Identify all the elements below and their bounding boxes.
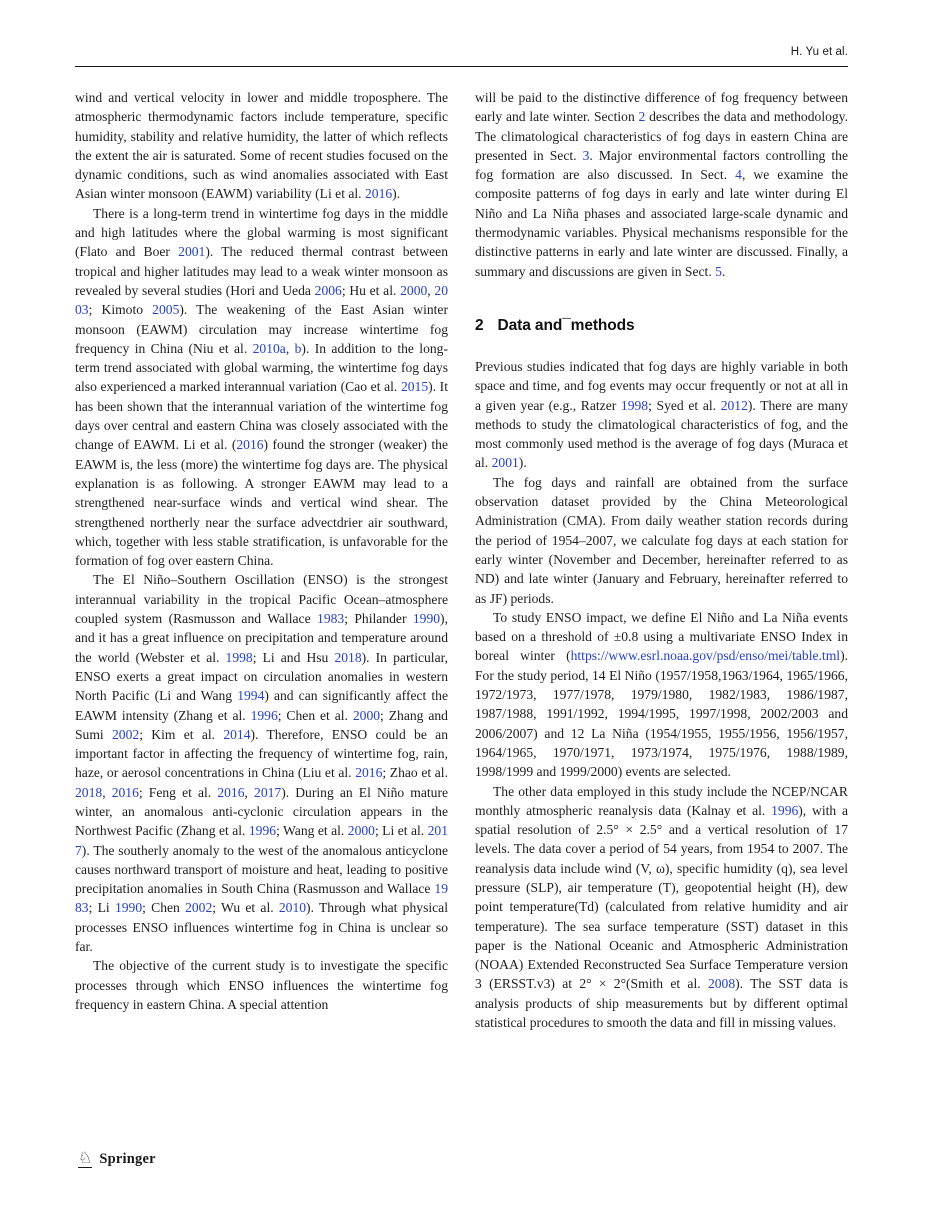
paragraph: wind and vertical velocity in lower and middle troposphere. The atmospheric thermodynamic factors include temperature, specific humidity, stability and relative humidity, the latter of which reflects the extent the air is saturated. Some of recent studies focused on the dynamic conditions, such as wind anomalies associated with East Asian winter monsoon (EAWM) variability (Li et al. 2016). bbox=[75, 90, 448, 202]
publisher-footer bbox=[78, 1150, 156, 1168]
citation-link[interactable]: 1983 bbox=[75, 881, 448, 916]
citation-link[interactable]: 2002 bbox=[112, 726, 140, 742]
citation-link[interactable]: 2018 bbox=[75, 784, 103, 800]
paragraph: The El Niño–Southern Oscillation (ENSO) is the strongest interannual variability in the tropical Pacific Ocean–atmosphere coupled system (Rasmusson and Wallace 1983; Philander 1990), and it has a great influence on precipitation and temperature around the world (Webster et al. 1998; Li and Hsu 2018). In particular, ENSO exerts a great impact on circulation anomalies in western North Pacific (Li and Wang 1994) and can significantly affect the EAWM intensity (Zhang et al. 1996; Chen et al. 2000; Zhang and Sumi 2002; Kim et al. 2014). Therefore, ENSO could be an important factor in affecting the frequency of wintertime fog, rain, haze, or aerosol concentrations in China (Liu et al. 2016; Zhao et al. 2018, 2016; Feng et al. 2016, 2017). During an El Niño mature winter, an anomalous anti-cyclonic circulation appears in the Northwest Pacific (Zhang et al. 1996; Wang et al. 2000; Li et al. 2017). The southerly anomaly to the west of the anomalous anticyclone causes northward transport of moisture and heat, leading to positive precipitation anomalies in South China (Rasmusson and Wallace 1983; Li 1990; Chen 2002; Wu et al. 2010). Through what physical processes ENSO influences wintertime fog in China is unclear so far. bbox=[75, 572, 449, 955]
header-rule bbox=[75, 66, 848, 67]
paragraph: Previous studies indicated that fog days are highly variable in both space and time, and fog events may occur frequently or not at all in a given year (e.g., Ratzer 1998; Syed et al. 2012). There are many methods to study the climatological characteristics of fog, and the most commonly used method is the average of fog days (Muraca et al. 2001). bbox=[475, 358, 848, 471]
citation-link[interactable]: 2 bbox=[638, 109, 646, 125]
paragraph: The fog days and rainfall are obtained from the surface observation dataset provided by the China Meteorological Administration (CMA). From daily weather station records during the period of 1954–2007, we calculate fog days at each station for early winter (November and December, hereinafter referred to as ND) and late winter (January and February, hereinafter referred to as JF) periods. bbox=[475, 474, 848, 606]
paragraph: will be paid to the distinctive difference of fog frequency between early and late winter. Section 2 describes the data and methodology. The climatological characteristics of fog days in eastern China are presented in Sect. 3. Major environmental factors controlling the fog formation are also discussed. In Sect. 4, we examine the composite patterns of fog days in early and late winter during El Niño and La Niña phases and associated large-scale dynamic and thermodynamic variables. Physical mechanisms responsible for the distinctive patterns in early and late winter are discussed. Finally, a summary and discussions are given in Sect. 5. bbox=[475, 90, 848, 279]
paragraph: To study ENSO impact, we define El Niño and La Niña events based on a threshold of ±0.8 using a multivariate ENSO Index in boreal winter (https://www.esrl.noaa.gov/psd/enso/mei/table.tml). For the study period, 14 El Niño (1957/1958,1963/1964, 1965/1966, 1972/1973, 1977/1978, 1979/1980, 1982/1983, 1986/1987, 1987/1988, 1991/1992, 1994/1995, 1997/1998, 2002/2003 and 2006/2007) and 12 La Niña (1954/1955, 1955/1956, 1956/1957, 1964/1965, 1970/1971, 1973/1974, 1975/1976, 1988/1989, 1998/1999 and 1999/2000) events are selected. bbox=[475, 609, 848, 780]
citation-link[interactable]: 2016 bbox=[355, 765, 383, 781]
citation-link[interactable]: 1998 bbox=[620, 397, 649, 413]
citation-link[interactable]: 2000 bbox=[347, 823, 375, 839]
citation-link[interactable]: 1996 bbox=[248, 823, 277, 839]
citation-link[interactable]: 2008 bbox=[707, 976, 736, 992]
citation-link[interactable]: 3 bbox=[582, 147, 590, 163]
citation-link[interactable]: 4 bbox=[735, 167, 742, 183]
citation-link[interactable]: 1994 bbox=[237, 688, 265, 704]
citation-link[interactable]: 2016 bbox=[217, 784, 245, 800]
citation-link[interactable]: 2002 bbox=[185, 900, 213, 916]
citation-link[interactable]: 2000 bbox=[352, 707, 381, 723]
citation-link[interactable]: 2010a bbox=[252, 340, 286, 356]
citation-link[interactable]: 1998 bbox=[225, 649, 253, 665]
citation-link[interactable]: 2001 bbox=[491, 455, 519, 471]
citation-link[interactable]: 2016 bbox=[236, 437, 264, 453]
text-columns bbox=[75, 88, 848, 1032]
section-title: Data and¯methods bbox=[497, 316, 635, 334]
citation-link[interactable]: 2014 bbox=[223, 726, 251, 742]
citation-link[interactable]: 2016 bbox=[364, 186, 393, 202]
publisher-name: Springer bbox=[99, 1151, 156, 1167]
springer-knight-icon: ♘ bbox=[78, 1148, 93, 1167]
citation-link[interactable]: 2017 bbox=[254, 784, 282, 800]
citation-link[interactable]: 1983 bbox=[317, 611, 345, 627]
citation-link[interactable]: 2010 bbox=[278, 900, 307, 916]
citation-link[interactable]: 2003 bbox=[75, 282, 449, 318]
right-column bbox=[475, 88, 848, 1032]
citation-link[interactable]: 2012 bbox=[720, 397, 748, 413]
paragraph: There is a long-term trend in wintertime fog days in the middle and high latitudes where the global warming is most significant (Flato and Boer 2001). The reduced thermal contrast between tropical and higher latitudes may lead to a weak winter monsoon as revealed by several studies (Hori and Ueda 2006; Hu et al. 2000, 2003; Kimoto 2005). The weakening of the East Asian winter monsoon (EAWM) circulation may increase wintertime fog frequency in China (Niu et al. 2010a, b). In addition to the long-term trend associated with global warming, the wintertime fog days also experienced a marked interannual variation (Cao et al. 2015). It has been shown that the interannual variation of the wintertime fog days over central and eastern China was closely associated with the change of EAWM. Li et al. (2016) found the stronger (weaker) the EAWM is, the less (more) the wintertime fog days are. The physical explanation is as following. A stronger EAWM may lead to a strengthened near-surface winds and vertical wind shear. The strengthened northerly near the surface advectdrier air southward, which, together with less stable stratification, is unfavorable for the formation of fog over eastern China. bbox=[75, 205, 449, 569]
citation-link[interactable]: https://www.esrl.noaa.gov/psd/enso/mei/table.tml bbox=[570, 648, 841, 664]
citation-link[interactable]: 1990 bbox=[412, 611, 441, 627]
citation-link[interactable]: 5 bbox=[715, 263, 722, 279]
citation-link[interactable]: 2001 bbox=[178, 244, 206, 260]
citation-link[interactable]: 1996 bbox=[771, 802, 799, 818]
citation-link[interactable]: b bbox=[294, 340, 302, 356]
left-column bbox=[75, 88, 448, 1014]
paragraph: The other data employed in this study include the NCEP/NCAR monthly atmospheric reanalysis data (Kalnay et al. 1996), with a spatial resolution of 2.5° × 2.5° and a vertical resolution of 17 levels. The data cover a period of 54 years, from 1954 to 2007. The reanalysis data include wind (V, ω), specific humidity (q), sea level pressure (SLP), air temperature (T), geopotential height (H), dew point temperature(Td) (calculated from relative humidity and air temperature). The sea surface temperature (SST) dataset in this paper is the National Oceanic and Atmospheric Administration (NOAA) Extended Reconstructed Sea Surface Temperature version 3 (ERSST.v3) at 2° × 2°(Smith et al. 2008). The SST data is analysis products of ship measurements but by different optimal statistical procedures to smooth the data and fill in missing values. bbox=[475, 783, 848, 1031]
citation-link[interactable]: 1990 bbox=[114, 900, 143, 916]
citation-link[interactable]: 2018 bbox=[334, 649, 362, 665]
citation-link[interactable]: 2005 bbox=[152, 302, 180, 318]
citation-link[interactable]: 2017 bbox=[75, 823, 448, 858]
running-head: H. Yu et al. bbox=[790, 46, 848, 58]
citation-link[interactable]: 2000 bbox=[400, 282, 428, 298]
citation-link[interactable]: 2015 bbox=[400, 379, 429, 395]
paragraph: The objective of the current study is to investigate the specific processes through which ENSO influences the wintertime fog frequency in eastern China. A special attention bbox=[75, 958, 448, 1012]
citation-link[interactable]: 2016 bbox=[111, 784, 139, 800]
citation-link[interactable]: 2006 bbox=[314, 282, 342, 298]
citation-link[interactable]: 1996 bbox=[250, 707, 278, 723]
section-number: 2 bbox=[475, 316, 484, 334]
section-heading bbox=[475, 317, 848, 335]
